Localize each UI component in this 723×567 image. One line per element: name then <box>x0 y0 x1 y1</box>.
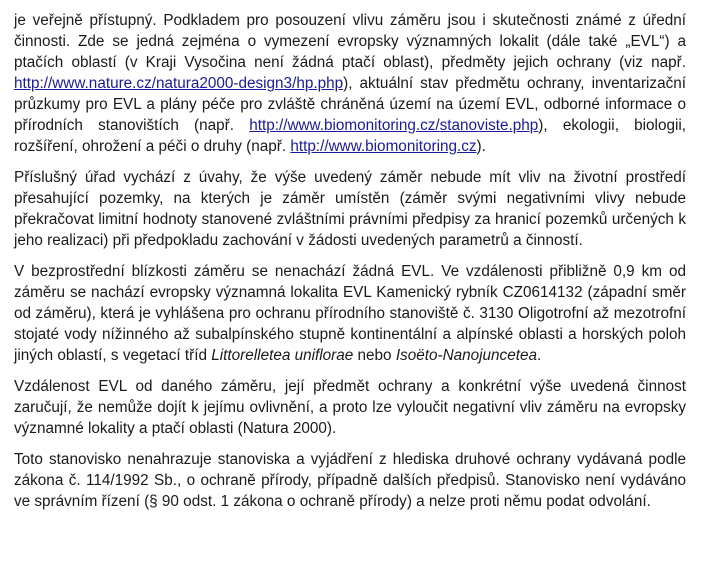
paragraph-sources <box>14 10 686 157</box>
paragraph-text: ), aktuální stav předmětu ochrany, inventarizační průzkumy pro EVL a plány péče pro zvláště chráněná území na území EVL, odborné informace o přírodních stanovištích (např. <box>14 75 686 134</box>
species-name: Isoëto-Nanojuncetea <box>395 347 537 364</box>
paragraph-text: . <box>536 347 542 364</box>
paragraph-disclaimer: Toto stanovisko nenahrazuje stanoviska a vyjádření z hlediska druhové ochrany vydávaná podle zákona č. 114/1992 Sb., o ochraně přírody, případně dalších předpisů. Stanovisko není vydáváno ve správním řízení (§ 90 odst. 1 zákona o ochraně přírody) a nelze proti němu podat odvolání. <box>14 451 686 510</box>
paragraph-assumption: Příslušný úřad vychází z úvahy, že výše uvedený záměr nebude mít vliv na životní prostředí přesahující pozemky, na kterých je záměr umístěn (záměr svými negativními vlivy nebude překračovat limitní hodnoty stanovené zvláštními právními předpisy za hranicí pozemků určených k jeho realizaci) při předpokladu zachování v žádosti uvedených parametrů a činností. <box>14 169 686 249</box>
species-name: Littorelletea uniflorae <box>211 347 354 364</box>
document-body <box>14 10 686 522</box>
paragraph-text: V bezprostřední blízkosti záměru se nenachází žádná EVL. Ve vzdálenosti přibližně 0,9 km od záměru se nachází evropsky významná lokalita EVL Kamenický rybník CZ0614132 (západní směr od záměru), která je vyhlášena pro ochranu přírodního stanoviště č. 3130 Oligotrofní až mezotrofní stojaté vody nížinného až subalpínského stupně kontinentální a alpínské oblasti a horských poloh jiných oblastí, s vegetací tříd <box>14 263 686 364</box>
link-biomonitoring-stanoviste[interactable]: http://www.biomonitoring.cz/stanoviste.php <box>249 117 539 134</box>
link-biomonitoring[interactable]: http://www.biomonitoring.cz <box>290 138 477 155</box>
paragraph-text: ). <box>476 138 486 155</box>
paragraph-conclusion: Vzdálenost EVL od daného záměru, její předmět ochrany a konkrétní výše uvedená činnost zaručují, že nemůže dojít k jejímu ovlivnění, a proto lze vyloučit negativní vliv záměru na evropsky významné lokality a ptačí oblasti (Natura 2000). <box>14 378 686 437</box>
paragraph-text: ), ekologii, biologii, rozšíření, ohrožení a péči o druhy (např. <box>14 117 687 155</box>
paragraph-text: nebo <box>353 347 396 364</box>
link-nature-cz[interactable]: http://www.nature.cz/natura2000-design3/hp.php <box>14 75 344 92</box>
paragraph-text: je veřejně přístupný. Podkladem pro posouzení vlivu záměru jsou i skutečnosti známé z úřední činnosti. Zde se jedná zejména o vymezení evropsky významných lokalit (dále také „EVL“) a ptačích oblastí (v Kraji Vysočina není žádná ptačí oblast), předměty jejich ochrany (viz např. <box>14 12 686 71</box>
paragraph-evl-location <box>14 261 686 366</box>
